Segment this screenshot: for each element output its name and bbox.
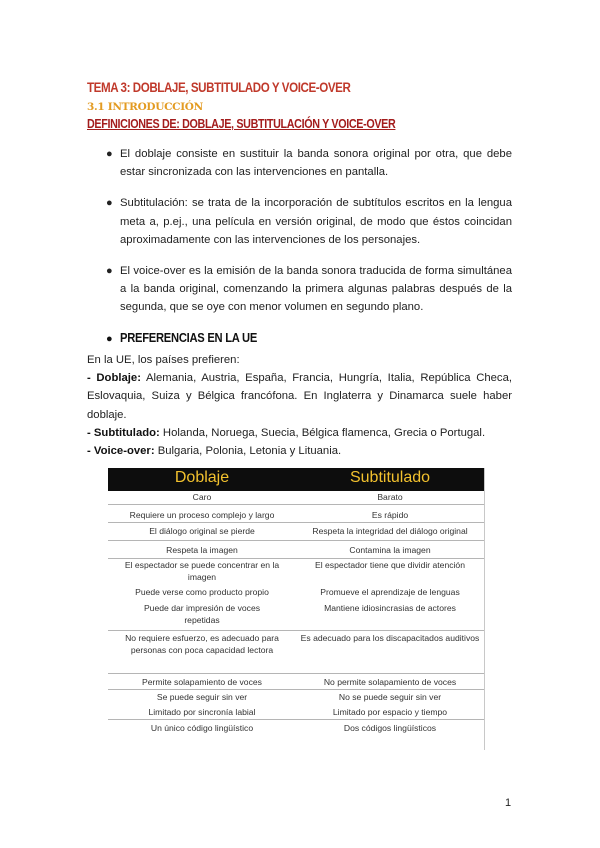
row-divider	[108, 689, 484, 690]
table-cell: Limitado por sincronía labial	[148, 707, 256, 717]
table-cell: Respeta la imagen	[166, 545, 238, 555]
preferences-intro: En la UE, los países prefieren:	[87, 354, 240, 366]
definition-item: ● El voice-over es la emisión de la banda sonora traducida de forma simultánea a la banda original, comenzando la primera algunas palabras después de la segunda, que se oye con menor volumen en segundo plano.	[106, 262, 512, 317]
table-cell: Promueve el aprendizaje de lenguas	[320, 587, 460, 597]
table-cell: Mantiene idiosincrasias de actores	[324, 603, 456, 613]
definition-item: ● Subtitulación: se trata de la incorporación de subtítulos escritos en la lengua meta a, p.ej., una película en versión original, de modo que éstos coincidan aproximadamente con las intervenciones de los personajes.	[106, 194, 512, 249]
table-cell: El espectador se puede concentrar en la imagen	[124, 560, 280, 582]
comparison-table	[108, 468, 484, 748]
subtitulado-countries: - Subtitulado: Holanda, Noruega, Suecia, Bélgica flamenca, Grecia o Portugal.	[87, 426, 486, 439]
table-cell: Puede verse como producto propio	[135, 587, 269, 597]
table-cell: No permite solapamiento de voces	[323, 677, 457, 687]
voiceover-countries: - Voice-over: Bulgaria, Polonia, Letonia y Lituania.	[87, 445, 342, 458]
table-cell: Puede dar impresión de voces repetidas	[143, 603, 261, 625]
table-cell: Un único código lingüístico	[150, 723, 254, 733]
table-cell: Respeta la integridad del diálogo original	[312, 526, 468, 536]
row-divider	[108, 540, 484, 541]
row-divider	[108, 719, 484, 720]
section-subtitle: 3.1 INTRODUCCIÓN	[87, 101, 203, 113]
preferences-heading: ● PREFERENCIAS EN LA UE	[106, 330, 258, 345]
header-subtitulado: Subtitulado	[349, 469, 431, 486]
table-cell: El espectador tiene que dividir atención	[314, 560, 465, 570]
table-cell: Barato	[377, 492, 403, 502]
table-cell: Contamina la imagen	[349, 545, 431, 555]
table-right-border	[484, 468, 485, 750]
bullet-icon: ●	[106, 197, 113, 210]
table-cell: Permite solapamiento de voces	[142, 677, 262, 687]
row-divider	[108, 504, 484, 505]
table-cell: Limitado por espacio y tiempo	[332, 707, 448, 717]
page-title: TEMA 3: DOBLAJE, SUBTITULADO Y VOICE-OVER	[87, 80, 351, 95]
definition-item: ● El doblaje consiste en sustituir la banda sonora original por otra, que debe estar sincronizada con las intervenciones en pantalla.	[106, 145, 512, 181]
bullet-icon: ●	[106, 333, 113, 345]
bullet-icon: ●	[106, 265, 113, 278]
table-cell: Se puede seguir sin ver	[156, 692, 248, 702]
bullet-icon: ●	[106, 148, 113, 160]
row-divider	[108, 558, 484, 559]
row-divider	[108, 522, 484, 523]
definitions-list	[106, 145, 512, 330]
header-doblaje: Doblaje	[174, 469, 230, 486]
table-cell: Es adecuado para los discapacitados auditivos	[300, 633, 480, 643]
table-cell: Requiere un proceso complejo y largo	[129, 510, 275, 520]
row-divider	[108, 673, 484, 674]
table-header	[108, 468, 484, 491]
table-cell: Es rápido	[371, 510, 409, 520]
row-divider	[108, 630, 484, 631]
table-cell: El diálogo original se pierde	[149, 526, 255, 536]
definitions-heading: DEFINICIONES DE: DOBLAJE, SUBTITULACIÓN Y VOICE-OVER	[87, 117, 396, 131]
preferences-body	[87, 351, 512, 460]
table-cell: Dos códigos lingüísticos	[343, 723, 437, 733]
table-cell: No requiere esfuerzo, es adecuado para personas con poca capacidad lectora	[125, 633, 279, 655]
doblaje-countries: - Doblaje: Alemania, Austria, España, Francia, Hungría, Italia, República Checa, Eslovaquia, Suiza y Bélgica francófona. En Inglaterra y Dinamarca suele haber doblaje.	[87, 372, 512, 421]
table-cell: No se puede seguir sin ver	[338, 692, 442, 702]
table-cell: Caro	[192, 492, 212, 502]
page-number: 1	[505, 797, 512, 809]
